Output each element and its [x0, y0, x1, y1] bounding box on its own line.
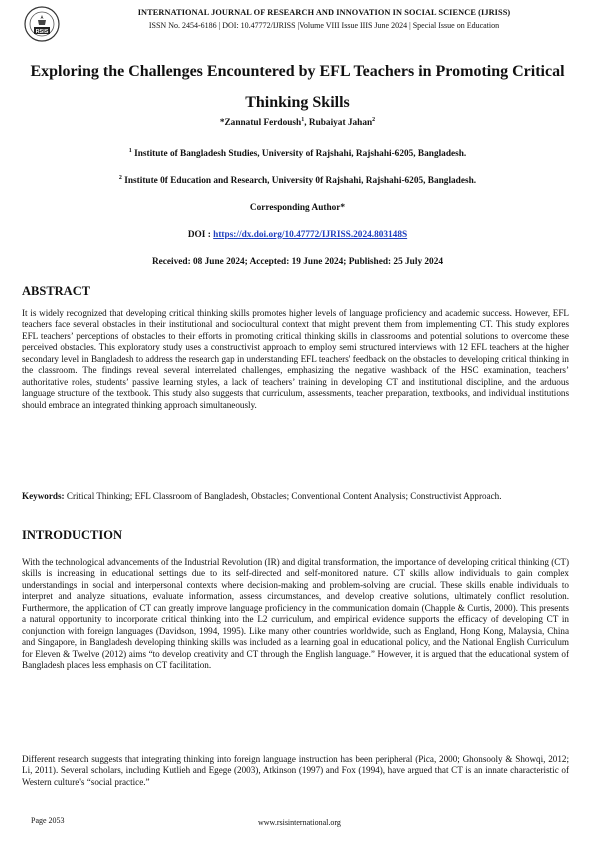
journal-header [24, 6, 574, 44]
introduction-heading: INTRODUCTION [22, 528, 123, 542]
abstract-heading: ABSTRACT [22, 284, 91, 298]
author-line: *Zannatul Ferdoush$^1$, Rubaiyat Jahan$^2$ [219, 117, 376, 129]
svg-text:RSIS: RSIS [35, 28, 49, 35]
journal-issn-line: ISSN No. 2454-6186 | DOI: 10.47772/IJRISS |Volume VIII Issue IIIS June 2024 | Special Issue on Education [148, 21, 500, 30]
affiliation-2: $^2$ Institute 0f Education and Research, University 0f Rajshahi, Rajshahi-6205, Bangladesh. [118, 175, 477, 187]
doi-line: DOI : https://dx.doi.org/10.47772/IJRISS.2024.803148S [187, 230, 408, 240]
journal-name: INTERNATIONAL JOURNAL OF RESEARCH AND INNOVATION IN SOCIAL SCIENCE (IJRISS) [137, 8, 511, 17]
rsis-logo [24, 6, 60, 42]
author-1: Zannatul Ferdoush [224, 118, 302, 129]
keywords-label: Keywords: [22, 491, 65, 501]
paper-title: Exploring the Challenges Encountered by EFL Teachers in Promoting Critical Thinking Skills [30, 63, 565, 111]
doi-link[interactable]: https://dx.doi.org/10.47772/IJRISS.2024.803148S [213, 230, 408, 240]
abstract-text: It is widely recognized that developing critical thinking skills promotes higher levels of language proficiency and academic success. However, EFL teachers face several obstacles in their institutional and sociocultural context that might prevent them from implementing CT. This study explores EFL teachers’ perceptions of obstacles to their efforts in promoting critical thinking skills in classrooms and potential solutions to overcome these perceived obstacles. This exploratory study uses a constructivist approach to employ semi structured interviews with 12 EFL teachers at the higher secondary level in Bangladesh to address the research gap in understanding EFL teachers' feedback on the obstacles to developing critical thinking in the classroom. The findings reveal several interrelated challenges, emphasizing the negative washback of the HSC examination, teachers’ authoritative roles, students’ passive learning styles, a lack of teachers’ training in developing CT and institutional discipline, and the arduous language structure of the textbook. This study also suggests that curriculum, assessments, teacher preparation, textbooks, and individual institutions should embrace an integrated thinking approach simultaneously. [22, 308, 569, 410]
keywords: Keywords: Critical Thinking; EFL Classroom of Bangladesh, Obstacles; Conventional Content Analysis; Constructivist Approach. [22, 491, 502, 501]
intro-paragraph-2: Different research suggests that integrating thinking into foreign language instruction has been peripheral (Pica, 2000; Ghonsooly & Showqi, 2012; Li, 2011). Several scholars, including Kutlieh and Egege (2003), Atkinson (1997) and Fox (1994), have argued that CT is an innate characteristic of Western culture's “social practice.” [22, 754, 569, 787]
author-2: Rubaiyat Jahan [308, 118, 373, 129]
publication-dates: Received: 08 June 2024; Accepted: 19 June 2024; Published: 25 July 2024 [151, 257, 444, 267]
page-number: Page 2053 [31, 816, 65, 825]
intro-paragraph-1: With the technological advancements of the Industrial Revolution (IR) and digital transformation, the importance of developing critical thinking (CT) skills is increasing in educational settings due to its self-directed and self-monitored nature. CT skills allow individuals to gain complex understandings in social and interpersonal contexts where decision-making and problem-solving are crucial. These skills enable individuals to interpret and analyze situations, evaluate information, assess circumstances, and develop creative solutions, ultimately conflict resolution. Furthermore, the application of CT can greatly improve language proficiency in the communication domain (Chapple & Curtis, 2000). This presents a natural opportunity to incorporate critical thinking into the L2 curriculum, and empirical evidence supports the efficacy of developing CT in conjunction with foreign languages (Davidson, 1994, 1995). Like many other countries worldwide, such as England, Hong Kong, Malaysia, China and Singapore, in Bangladesh developing thinking skills was included as a learning goal in educational policy, and the National English Curriculum for Eleven & Twelve (2012) aims “to develop creativity and CT through the English language.” However, it is argued that the educational system of Bangladesh places less emphasis on CT facilitation. [22, 557, 569, 671]
footer-url[interactable]: www.rsisinternational.org [258, 818, 341, 827]
corresponding-author: Corresponding Author* [249, 203, 346, 213]
affiliation-1: $^1$ Institute of Bangladesh Studies, University of Rajshahi, Rajshahi-6205, Bangladesh. [128, 148, 467, 160]
